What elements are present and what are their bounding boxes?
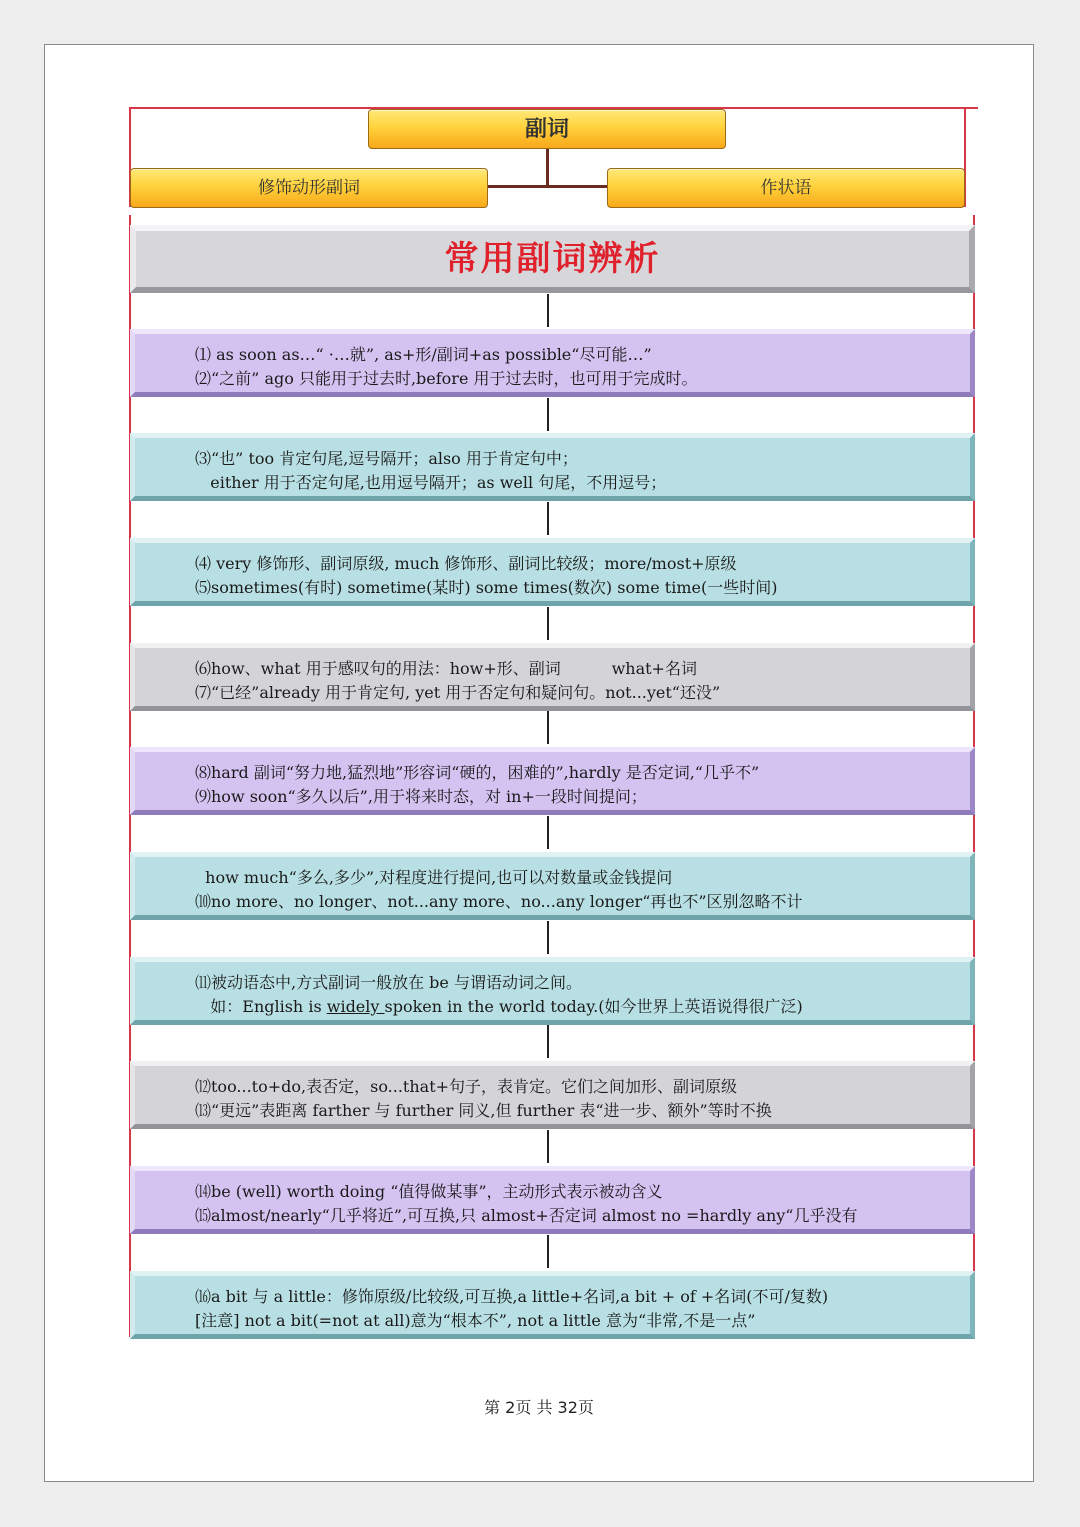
list-item xyxy=(130,747,975,815)
example-suffix: spoken in the world today.(如今世界上英语说得很广泛) xyxy=(384,997,803,1016)
item-line-1: ⑴ as soon as…“ ·…就”, as+形/副词+as possible“尽可能…” xyxy=(195,345,652,364)
item-line-2: ⒀“更远”表距离 farther 与 further 同义,但 further 表“进一步、额外”等时不换 xyxy=(195,1101,772,1120)
connector-line xyxy=(547,921,549,954)
example-prefix: 如：English is xyxy=(195,997,327,1016)
connector-line xyxy=(547,398,549,431)
item-line-1: ⑶“也” too 肯定句尾,逗号隔开；also 用于肯定句中； xyxy=(195,449,578,468)
item-line-2: ⑺“已经”already 用于肯定句, yet 用于否定句和疑问句。not...yet“还没” xyxy=(195,683,721,702)
section-title: 常用副词辨析 xyxy=(444,239,661,279)
node-modify-verbs-adjectives xyxy=(130,168,488,208)
connector-line xyxy=(547,711,549,744)
item-line-2: ⑼how soon“多久以后”,用于将来时态，对 in+一段时间提问； xyxy=(195,787,647,806)
list-item xyxy=(130,1061,975,1129)
connector-line xyxy=(547,816,549,849)
item-line-2: ⑽no more、no longer、not...any more、no...any longer“再也不”区别忽略不计 xyxy=(195,892,803,911)
item-line-2 xyxy=(195,995,970,1019)
item-line-1: ⑷ very 修饰形、副词原级, much 修饰形、副词比较级；more/most+原级 xyxy=(195,554,737,573)
connector-line xyxy=(547,1025,549,1058)
connector-line xyxy=(547,1235,549,1268)
list-item xyxy=(130,329,975,397)
document-page xyxy=(44,44,1034,1482)
connector-vertical xyxy=(546,149,549,187)
item-line-1: ⑾被动语态中,方式副词一般放在 be 与谓语动词之间。 xyxy=(195,973,582,992)
list-item xyxy=(130,538,975,606)
item-line-2: ⑵“之前” ago 只能用于过去时,before 用于过去时，也可用于完成时。 xyxy=(195,369,698,388)
item-line-2: either 用于否定句尾,也用逗号隔开；as well 句尾，不用逗号； xyxy=(195,473,667,492)
item-line-1: ⑻hard 副词“努力地,猛烈地”形容词“硬的，困难的”,hardly 是否定词,“几乎不” xyxy=(195,763,760,782)
list-item xyxy=(130,1271,975,1339)
list-item xyxy=(130,1166,975,1234)
connector-line xyxy=(547,294,549,327)
node-adverb xyxy=(368,109,726,149)
section-title-banner xyxy=(130,225,975,293)
node-adverb-label: 副词 xyxy=(524,116,569,142)
connector-line xyxy=(547,1130,549,1163)
node-adverbial xyxy=(607,168,965,208)
page-number: 第 2页 共 32页 xyxy=(484,1398,594,1417)
item-line-1: how much“多么,多少”,对程度进行提问,也可以对数量或金钱提问 xyxy=(195,868,673,887)
list-item xyxy=(130,957,975,1025)
item-line-2: ⒂almost/nearly“几乎将近”,可互换,只 almost+否定词 almost no =hardly any“几乎没有 xyxy=(195,1206,858,1225)
list-item xyxy=(130,852,975,920)
list-item xyxy=(130,433,975,501)
connector-horizontal xyxy=(487,185,607,188)
item-line-1: ⒃a bit 与 a little：修饰原级/比较级,可互换,a little+名词,a bit + of +名词(不可/复数) xyxy=(195,1287,829,1306)
example-underlined-word: widely xyxy=(326,997,385,1016)
connector-line xyxy=(547,607,549,640)
item-line-1: ⑿too...to+do,表否定，so...that+句子，表肯定。它们之间加形、副词原级 xyxy=(195,1077,738,1096)
item-line-1: ⑹how、what 用于感叹句的用法：how+形、副词 what+名词 xyxy=(195,659,697,678)
node-right-label: 作状语 xyxy=(760,178,812,198)
node-left-label: 修饰动形副词 xyxy=(258,178,360,198)
item-line-2: ⑸sometimes(有时) sometime(某时) some times(数次) some time(一些时间) xyxy=(195,578,778,597)
item-line-1: ⒁be (well) worth doing “值得做某事”，主动形式表示被动含义 xyxy=(195,1182,663,1201)
list-item xyxy=(130,643,975,711)
item-line-2: [注意] not a bit(=not at all)意为“根本不”, not a little 意为“非常,不是一点” xyxy=(195,1311,756,1330)
connector-line xyxy=(547,502,549,535)
